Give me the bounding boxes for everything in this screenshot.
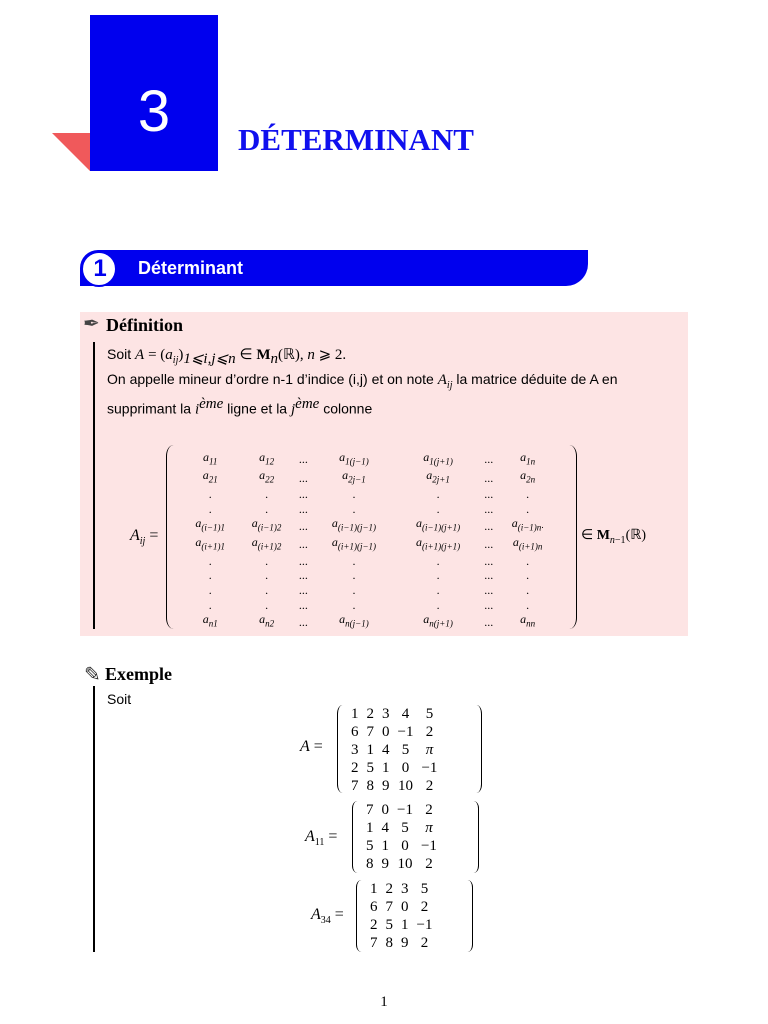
- matrix-cell: 2: [385, 881, 393, 897]
- example-intro: Soit: [107, 691, 132, 707]
- minor-matrix-cell: .: [352, 553, 356, 568]
- minor-matrix-cell: $a_{(i-1)n\cdot}$: [511, 516, 544, 533]
- matrix-cell: 3: [382, 706, 390, 722]
- matrix-row: [347, 705, 441, 723]
- minor-matrix-cell: ...: [484, 583, 494, 598]
- matrix-cell: 9: [381, 856, 389, 872]
- minor-matrix-cell: .: [265, 501, 269, 516]
- minor-matrix-cell: ...: [298, 470, 308, 485]
- matrix-cell: 4: [401, 706, 410, 722]
- minor-matrix-cell: $a_{(i-1)(j+1)}$: [416, 516, 461, 533]
- minor-matrix-row: [182, 502, 558, 517]
- minor-matrix-row: [182, 598, 558, 613]
- minor-matrix-left-paren: [166, 445, 181, 629]
- minor-matrix-cell: .: [526, 501, 530, 516]
- definition-line-1: Soit $A = (a_{ij})_{1⩽i,j⩽n}$ ∈ $M_n(ℝ)$, n ⩾ 2.: [107, 346, 347, 367]
- matrix-row: [366, 934, 436, 952]
- matrix-cell: −1: [397, 802, 413, 818]
- minor-matrix-cell: .: [352, 568, 356, 583]
- minor-matrix-cell: .: [352, 597, 356, 612]
- matrix-cell: 2: [425, 724, 434, 740]
- minor-matrix-row: [182, 553, 558, 568]
- minor-matrix-cell: $a_{1(j+1)}$: [423, 450, 453, 467]
- matrix-a: [347, 705, 441, 795]
- minor-matrix-cell: $a_{(i-1)1}$: [195, 516, 225, 533]
- minor-matrix-cell: ...: [298, 568, 308, 583]
- chapter-number: 3: [137, 79, 171, 144]
- matrix-cell: 2: [425, 802, 433, 818]
- chapter-title: DÉTERMINANT: [238, 122, 474, 157]
- matrix-cell: 7: [385, 899, 393, 915]
- matrix-cell: 2: [366, 706, 374, 722]
- matrix-cell: 5: [385, 917, 393, 933]
- definition-label: Définition: [106, 315, 184, 335]
- minor-matrix-cell: ...: [484, 470, 494, 485]
- matrix-cell: 5: [425, 706, 434, 722]
- matrix-cell: 8: [385, 935, 393, 951]
- minor-matrix-cell: .: [265, 583, 269, 598]
- minor-matrix-cell: .: [526, 568, 530, 583]
- minor-matrix-cell: .: [208, 501, 212, 516]
- minor-matrix-cell: .: [352, 583, 356, 598]
- minor-matrix-cell: $a_{2j+1}$: [426, 468, 450, 485]
- minor-matrix-cell: ...: [298, 553, 308, 568]
- matrix-cell: 7: [370, 935, 378, 951]
- matrix-cell: 5: [420, 881, 429, 897]
- page-number: 1: [380, 994, 388, 1010]
- minor-matrix-cell: $a_{21}$: [202, 468, 218, 485]
- matrix-cell: 5: [366, 838, 374, 854]
- minor-matrix-row: [182, 487, 558, 502]
- minor-matrix-cell: .: [265, 568, 269, 583]
- minor-matrix-cell: $a_{(i-1)2}$: [251, 516, 282, 533]
- matrix-row: [366, 916, 436, 934]
- matrix-row: [362, 819, 441, 837]
- minor-matrix-right-paren: [562, 445, 577, 629]
- matrix-cell: −1: [421, 760, 438, 776]
- minor-matrix-cell: .: [352, 487, 356, 502]
- matrix-cell: 2: [420, 935, 429, 951]
- minor-matrix-cell: .: [208, 597, 212, 612]
- matrix-a11-lhs: $A_{11}$ =: [305, 828, 338, 849]
- minor-matrix-cell: $a_{n1}$: [202, 612, 218, 629]
- matrix-row: [362, 855, 441, 873]
- minor-matrix-row: [182, 516, 558, 534]
- matrix-row: [347, 759, 441, 777]
- pen-icon: ✎: [84, 664, 101, 686]
- definition-left-rule: [93, 342, 95, 629]
- minor-matrix-cell: ...: [298, 536, 308, 551]
- minor-matrix-cell: .: [436, 583, 440, 598]
- minor-matrix-cell: .: [265, 487, 269, 502]
- matrix-row: [362, 801, 441, 819]
- minor-matrix-cell: .: [436, 487, 440, 502]
- matrix-cell: 9: [382, 778, 390, 794]
- matrix-row: [347, 741, 441, 759]
- minor-matrix-row: [182, 468, 558, 486]
- minor-matrix-cell: .: [526, 583, 530, 598]
- minor-matrix-cell: $a_{1n}$: [520, 450, 536, 467]
- minor-matrix-row: [182, 612, 558, 630]
- minor-matrix-cell: .: [208, 583, 212, 598]
- minor-matrix-cell: ...: [298, 518, 308, 533]
- minor-matrix: [182, 450, 558, 631]
- minor-matrix-cell: .: [208, 487, 212, 502]
- matrix-row: [347, 723, 441, 741]
- matrix-cell: 7: [351, 778, 359, 794]
- matrix-row: [347, 777, 441, 795]
- minor-matrix-cell: $a_{(i+1)(j-1)}$: [331, 534, 377, 552]
- minor-matrix-cell: $a_{(i+1)1}$: [195, 534, 225, 552]
- matrix-cell: 0: [401, 838, 409, 854]
- matrix-cell: 8: [366, 856, 374, 872]
- minor-matrix-cell: .: [436, 501, 440, 516]
- minor-matrix-cell: .: [526, 487, 530, 502]
- minor-matrix-cell: ...: [298, 583, 308, 598]
- matrix-cell: −1: [397, 724, 414, 740]
- matrix-a34: [366, 880, 436, 952]
- minor-matrix-cell: $a_{(i+1)2}$: [251, 534, 282, 552]
- matrix-cell: 2: [420, 899, 429, 915]
- minor-matrix-cell: .: [526, 597, 530, 612]
- matrix-cell: 5: [401, 742, 410, 758]
- minor-matrix-cell: .: [208, 553, 212, 568]
- minor-matrix-cell: $a_{1(j-1)}$: [339, 450, 369, 467]
- minor-matrix-cell: .: [436, 597, 440, 612]
- matrix-cell: 4: [381, 820, 389, 836]
- matrix-cell: 1: [401, 917, 409, 933]
- matrix-cell: 2: [425, 856, 433, 872]
- matrix-cell: 6: [370, 899, 378, 915]
- definition-line-2: On appelle mineur d’ordre n-1 d’indice (i,j) et on note $A_{ij}$ la matrice déduite de A en supprimant la $i^{ème}$ ligne et la $j^{ème}$ colonne: [107, 371, 618, 418]
- quill-icon: ✒: [83, 313, 100, 335]
- minor-matrix-cell: $a_{(i+1)(j+1)}$: [416, 534, 461, 552]
- matrix-row: [362, 837, 441, 855]
- matrix-a11-right-paren: [468, 801, 479, 873]
- matrix-row: [366, 898, 436, 916]
- minor-matrix-cell: $a_{22}$: [259, 468, 275, 485]
- matrix-a34-lhs: $A_{34}$ =: [311, 906, 344, 927]
- matrix-cell: 7: [366, 802, 374, 818]
- minor-matrix-cell: $a_{(i+1)n}$: [512, 534, 543, 552]
- matrix-cell: 1: [366, 820, 374, 836]
- minor-matrix-cell: ...: [484, 536, 494, 551]
- minor-matrix-cell: ...: [484, 501, 494, 516]
- minor-matrix-row: [182, 535, 558, 553]
- matrix-cell: 3: [351, 742, 359, 758]
- minor-matrix-cell: ...: [484, 452, 494, 467]
- matrix-cell: −1: [416, 917, 433, 933]
- matrix-cell: 4: [382, 742, 390, 758]
- minor-matrix-cell: .: [208, 568, 212, 583]
- matrix-cell: 7: [366, 724, 374, 740]
- minor-matrix-cell: ...: [484, 487, 494, 502]
- matrix-cell: 10: [397, 856, 413, 872]
- example-left-rule: [93, 686, 95, 952]
- minor-matrix-cell: ...: [298, 487, 308, 502]
- minor-matrix-cell: .: [265, 597, 269, 612]
- matrix-cell: 2: [370, 917, 378, 933]
- matrix-a34-right-paren: [462, 880, 473, 952]
- minor-matrix-cell: $a_{nn}$: [520, 612, 536, 629]
- minor-matrix-cell: ...: [298, 597, 308, 612]
- matrix-cell: 0: [382, 724, 390, 740]
- matrix-row: [366, 880, 436, 898]
- minor-matrix-rhs: ∈ $M_{n-1}(ℝ)$: [581, 528, 646, 546]
- section-title: Déterminant: [138, 258, 244, 278]
- minor-matrix-cell: $a_{2j-1}$: [342, 468, 366, 485]
- section-number: 1: [93, 255, 107, 282]
- minor-matrix-cell: .: [352, 501, 356, 516]
- matrix-a11: [362, 801, 441, 873]
- matrix-cell: 5: [366, 760, 374, 776]
- minor-matrix-cell: $a_{(i-1)(j-1)}$: [331, 516, 377, 533]
- minor-matrix-cell: $a_{2n}$: [520, 468, 536, 485]
- matrix-cell: 9: [401, 935, 409, 951]
- minor-matrix-cell: $a_{n(j+1)}$: [423, 612, 453, 629]
- minor-matrix-cell: ...: [484, 518, 494, 533]
- minor-matrix-cell: .: [526, 553, 530, 568]
- minor-matrix-lhs: $A_{ij}$ =: [130, 527, 159, 548]
- matrix-cell: 1: [351, 706, 359, 722]
- matrix-cell: π: [425, 742, 434, 758]
- minor-matrix-cell: $a_{11}$: [203, 450, 218, 467]
- minor-matrix-cell: ...: [484, 568, 494, 583]
- minor-matrix-cell: ...: [298, 452, 308, 467]
- matrix-cell: 2: [425, 778, 434, 794]
- matrix-cell: 0: [381, 802, 389, 818]
- minor-matrix-row: [182, 583, 558, 598]
- minor-matrix-row: [182, 450, 558, 468]
- matrix-cell: 10: [397, 778, 413, 794]
- minor-matrix-cell: .: [436, 553, 440, 568]
- example-label: Exemple: [105, 664, 172, 684]
- matrix-cell: 6: [351, 724, 359, 740]
- matrix-cell: 1: [366, 742, 374, 758]
- minor-matrix-cell: ...: [298, 614, 308, 629]
- minor-matrix-cell: $a_{n(j-1)}$: [339, 612, 369, 629]
- chapter-corner-triangle: [52, 133, 90, 171]
- matrix-cell: 1: [381, 838, 389, 854]
- minor-matrix-cell: ...: [484, 553, 494, 568]
- matrix-a-lhs: A =: [300, 738, 323, 755]
- matrix-cell: 1: [370, 881, 378, 897]
- matrix-cell: π: [425, 820, 433, 836]
- minor-matrix-cell: $a_{12}$: [259, 450, 275, 467]
- minor-matrix-cell: $a_{n2}$: [259, 612, 275, 629]
- matrix-cell: 0: [401, 899, 409, 915]
- minor-matrix-cell: .: [265, 553, 269, 568]
- minor-matrix-cell: ...: [484, 597, 494, 612]
- matrix-a-right-paren: [471, 705, 482, 793]
- matrix-cell: 0: [401, 760, 410, 776]
- matrix-cell: 2: [351, 760, 359, 776]
- minor-matrix-row: [182, 568, 558, 583]
- matrix-cell: 8: [366, 778, 374, 794]
- matrix-cell: 1: [382, 760, 390, 776]
- minor-matrix-cell: .: [436, 568, 440, 583]
- matrix-cell: 3: [401, 881, 409, 897]
- definition-text: [107, 345, 687, 420]
- minor-matrix-cell: ...: [298, 501, 308, 516]
- matrix-cell: −1: [420, 838, 437, 854]
- matrix-cell: 5: [401, 820, 409, 836]
- minor-matrix-cell: ...: [484, 614, 494, 629]
